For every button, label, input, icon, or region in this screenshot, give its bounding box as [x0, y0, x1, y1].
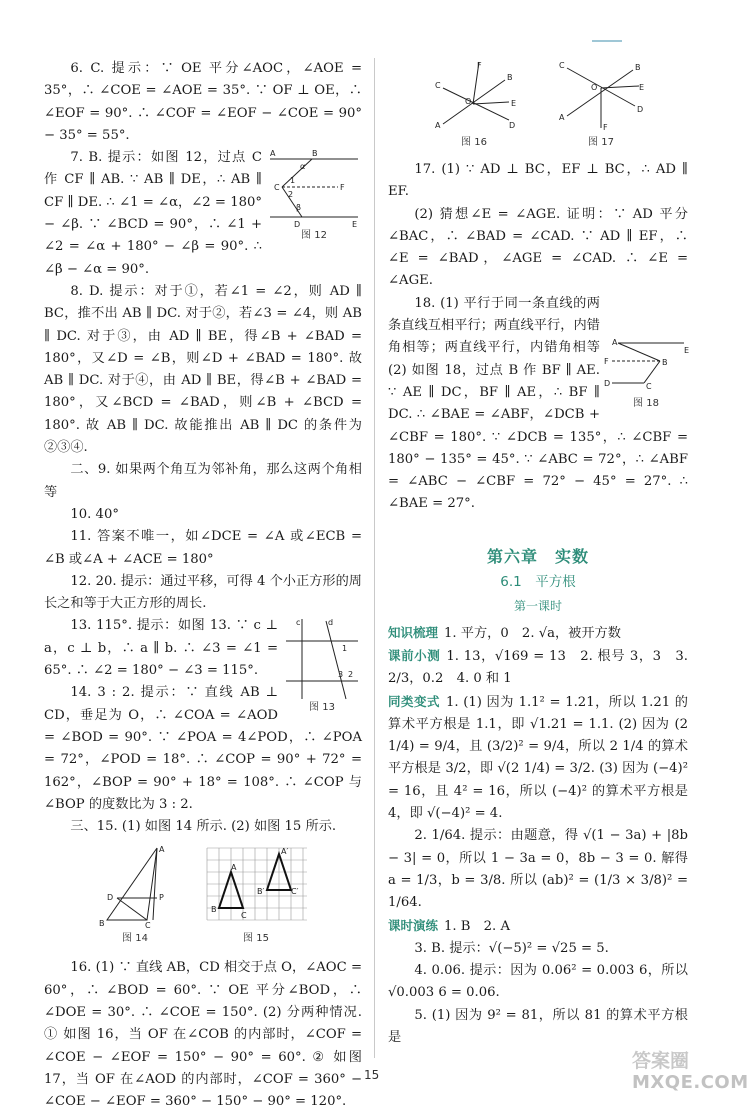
figure-16-caption: 图 16: [461, 137, 487, 148]
figure-13-drawing: [282, 615, 362, 701]
answer-q15: 三、15. (1) 如图 14 所示. (2) 如图 15 所示.: [70, 819, 337, 835]
answer-q13-q14-block: [44, 615, 362, 816]
svg-text:C: C: [274, 183, 280, 193]
answer-q9: 二、9. 如果两个角互为邻补角，那么这两个角相等: [44, 462, 362, 500]
svg-text:A: A: [435, 121, 441, 130]
figure-14-caption: 图 14: [122, 933, 148, 945]
section-title: 6.1 平方根: [500, 574, 576, 591]
svg-text:2: 2: [288, 190, 294, 200]
svg-text:B: B: [507, 73, 513, 82]
svg-text:C: C: [559, 61, 565, 70]
answer-q11: 11. 答案不唯一，如∠DCE = ∠A 或∠ECB = ∠B 或∠A + ∠ACE = 180°: [44, 529, 362, 567]
class-practice-q1-2: 1. B 2. A: [444, 918, 510, 934]
class-practice-q3: 3. B. 提示：√(−5)² = √25 = 5.: [414, 940, 609, 956]
svg-text:E: E: [639, 83, 645, 92]
svg-text:β: β: [296, 203, 302, 213]
svg-text:α: α: [300, 162, 306, 172]
svg-text:B: B: [312, 149, 318, 159]
similar-variants: [388, 691, 688, 826]
svg-text:2: 2: [348, 670, 354, 680]
answer-q17-part2: (2) 猜想∠E = ∠AGE. 证明：∵ AD 平分∠BAC，∴ ∠BAD = ∠CAD. ∵ AD ∥ EF，∴ ∠E = ∠BAD，∠AGE = ∠CAD. ∴ ∠E = ∠AGE.: [388, 206, 688, 289]
answer-q7-block: [44, 147, 362, 281]
svg-text:O: O: [591, 83, 598, 92]
answer-q18-block: [388, 293, 688, 516]
left-column: [44, 58, 362, 1113]
svg-text:D: D: [509, 121, 516, 130]
svg-text:F: F: [604, 356, 609, 366]
svg-text:E: E: [684, 345, 690, 355]
answer-q18: 18. (1) 平行于同一条直线的两条直线互相平行；两直线平行，内错角相等；两直线平行，内错角相等 (2) 如图 18，过点 B 作 BF ∥ AE. ∵ AE ∥ DC，BF ∥ AE，∴ BF ∥ DC. ∴ ∠BAE = ∠ABF，∠DCB + ∠CBF = 180°. ∵ ∠DCB = 135°，∴ ∠CBF = 180° − 135° = 45°. ∵ ∠ABC = 72°，∴ ∠ABF = ∠ABC − ∠CBF = 72° − 45° = 27°. ∴ ∠BAE = 27°.: [388, 295, 688, 512]
svg-text:F: F: [340, 183, 345, 193]
svg-text:E: E: [511, 99, 517, 108]
class-practice: [388, 915, 688, 938]
similar-variants-q1: 1. (1) 因为 1.1² = 1.21，所以 1.21 的算术平方根是 1.1，即 √1.21 = 1.1. (2) 因为 (2 1/4) = 9/4，且 (3/2)² = 9/4，所以 2 1/4 的算术平方根是 3/2，即 √(2 1/4) = 3/2. (3) 因为 (−4)² = 16，且 4² = 16，所以 (−4)² 的算术平方根是 4，即 √(−4)² = 4.: [388, 694, 688, 822]
svg-text:1: 1: [342, 644, 348, 654]
svg-text:c: c: [296, 618, 301, 628]
header-decoration: [592, 40, 622, 42]
lesson-title: 第一课时: [513, 599, 562, 614]
svg-text:A: A: [270, 149, 276, 159]
svg-text:3: 3: [338, 670, 344, 680]
answer-q14: 14. 3 : 2. 提示：∵ 直线 AB ⊥ CD，垂足为 O，∴ ∠COA = ∠AOD = ∠BOD = 90°. ∵ ∠POA = 4∠POD，∴ ∠POA = 72°，∠POD = 18°. ∴ ∠COP = 90° + 72° = 162°，∠BOP = 90° + 18° = 108°. ∴ ∠COP 与∠BOP 的度数比为 3 : 2.: [44, 685, 362, 812]
class-practice-q4: 4. 0.06. 提示：因为 0.06² = 0.003 6，所以 √0.003 6 = 0.06.: [388, 963, 688, 1001]
svg-text:C: C: [435, 81, 441, 90]
knowledge-summary-tag: 知识梳理: [388, 624, 439, 640]
svg-text:E: E: [352, 220, 358, 230]
page-number: 15: [364, 1068, 380, 1082]
svg-text:B: B: [211, 905, 217, 915]
figure-17-caption: 图 17: [588, 137, 614, 148]
pre-class-quiz-tag: 课前小测: [388, 647, 441, 663]
pre-class-quiz-text: 1. 13，√169 = 13 2. 根号 3，3 3. 2/3，0.2 4. 0 和 1: [388, 648, 688, 687]
figure-18-drawing: [604, 337, 688, 397]
figures-16-17: [388, 58, 688, 149]
svg-text:C′: C′: [291, 887, 299, 897]
answer-q13: 13. 115°. 提示：如图 13. ∵ c ⊥ a，c ⊥ b，∴ a ∥ b. ∴ ∠3 = ∠1 = 65°. ∴ ∠2 = 180° − ∠3 = 115°.: [44, 618, 278, 679]
svg-text:A′: A′: [281, 847, 289, 857]
similar-variants-q2: 2. 1/64. 提示：由题意，得 √(1 − 3a) + |8b − 3| = 0，所以 1 − 3a = 0，8b − 3 = 0. 解得 a = 1/3，b = 3/8. 所以 (ab)² = (1/3 × 3/8)² = 1/64.: [388, 828, 688, 911]
svg-text:P: P: [159, 893, 164, 903]
svg-text:A: A: [159, 845, 165, 855]
answer-q6: 6. C. 提示：∵ OE 平分∠AOC，∠AOE = 35°，∴ ∠COE = ∠AOE = 35°. ∵ OF ⊥ OE，∴ ∠EOF = 90°. ∴ ∠COF = ∠EOF − ∠COE = 90° − 35° = 55°.: [44, 61, 362, 143]
figure-15: [201, 844, 311, 945]
figure-14-drawing: [95, 844, 175, 931]
figure-13: [282, 615, 362, 714]
svg-text:d: d: [328, 618, 334, 628]
pre-class-quiz: [388, 645, 688, 691]
svg-text:B′: B′: [257, 887, 265, 897]
svg-text:D: D: [637, 105, 644, 114]
watermark-logo: [632, 1050, 749, 1106]
svg-text:A: A: [231, 863, 237, 873]
answer-q10: 10. 40°: [70, 506, 119, 522]
answer-q17: 17. (1) ∵ AD ⊥ BC，EF ⊥ BC，∴ AD ∥ EF.: [388, 162, 688, 200]
svg-text:D: D: [107, 893, 114, 903]
figure-17-drawing: [555, 58, 647, 132]
answer-q12: 12. 20. 提示：通过平移，可得 4 个小正方形的周长之和等于大正方形的周长.: [44, 573, 362, 612]
chapter-title: 第六章 实数: [486, 546, 589, 566]
class-practice-tag: 课时演练: [388, 917, 439, 933]
svg-text:F: F: [477, 61, 482, 70]
figure-17: [555, 58, 647, 149]
svg-text:A: A: [559, 113, 565, 122]
figure-12: [266, 147, 362, 242]
figure-14: [95, 844, 175, 945]
figure-16-drawing: [429, 58, 519, 132]
right-column: [388, 58, 688, 1049]
watermark-top: 答案圈: [632, 1050, 690, 1072]
svg-text:F: F: [603, 123, 608, 132]
class-practice-q5: 5. (1) 因为 9² = 81，所以 81 的算术平方根是: [388, 1007, 688, 1045]
watermark-bottom: MXQE.COM: [632, 1072, 749, 1093]
svg-text:B: B: [99, 919, 105, 929]
column-divider: [374, 58, 375, 1058]
figure-12-drawing: [266, 147, 362, 229]
figure-13-caption: 图 13: [309, 702, 335, 714]
svg-text:C: C: [241, 911, 247, 921]
svg-text:D: D: [604, 378, 611, 388]
svg-text:D: D: [294, 220, 301, 230]
figure-16: [429, 58, 519, 149]
figure-18-caption: 图 18: [633, 397, 659, 409]
figures-14-15: [44, 844, 362, 945]
svg-text:C: C: [145, 921, 151, 931]
svg-text:B: B: [662, 357, 668, 367]
answer-q7: 7. B. 提示：如图 12，过点 C 作 CF ∥ AB. ∵ AB ∥ DE，∴ AB ∥ CF ∥ DE. ∴ ∠1 = ∠α，∠2 = 180° − ∠β. ∵ ∠BCD = 90°，∴ ∠1 + ∠2 = ∠α + 180° − ∠β = 90°. ∴ ∠β − ∠α = 90°.: [44, 150, 262, 277]
answer-q16: 16. (1) ∵ 直线 AB，CD 相交于点 O，∠AOC = 60°，∴ ∠BOD = 60°. ∵ OE 平分∠BOD，∴ ∠DOE = 30°. ∴ ∠COE = 150°. (2) 分两种情况. ① 如图 16，当 OF 在∠COB 的内部时，∠COF = ∠COE − ∠EOF = 150° − 90° = 60°. ② 如图 17，当 OF 在∠AOD 的内部时，∠COF = 360° − ∠COE − ∠EOF = 360° − 150° − 90° = 120°.: [44, 960, 362, 1110]
similar-variants-tag: 同类变式: [388, 693, 440, 709]
figure-15-drawing: [201, 844, 311, 928]
knowledge-summary: [388, 622, 688, 645]
svg-text:1: 1: [290, 176, 296, 186]
figure-15-caption: 图 15: [243, 933, 269, 945]
figure-18: [604, 337, 688, 410]
figure-12-caption: 图 12: [301, 230, 327, 242]
svg-text:O: O: [465, 97, 472, 106]
answer-q8: 8. D. 提示：对于①，若∠1 = ∠2，则 AD ∥ BC，推不出 AB ∥ DC. 对于②，若∠3 = ∠4，则 AB ∥ DC. 对于③，由 AD ∥ BE，得∠B + ∠BAD = 180°，又∠D = ∠B，则∠D + ∠BAD = 180°. 故 AB ∥ DC. 对于④，由 AD ∥ BE，得∠B + ∠BAD = 180°，又∠BCD = ∠BAD，则∠B + ∠BCD = 180°. 故 AB ∥ DC. 故能推出 AB ∥ DC 的条件为②③④.: [44, 283, 362, 456]
svg-text:A: A: [612, 337, 618, 347]
svg-text:C: C: [646, 381, 652, 391]
svg-text:B: B: [635, 63, 641, 72]
knowledge-summary-text: 1. 平方，0 2. √a，被开方数: [444, 625, 621, 641]
